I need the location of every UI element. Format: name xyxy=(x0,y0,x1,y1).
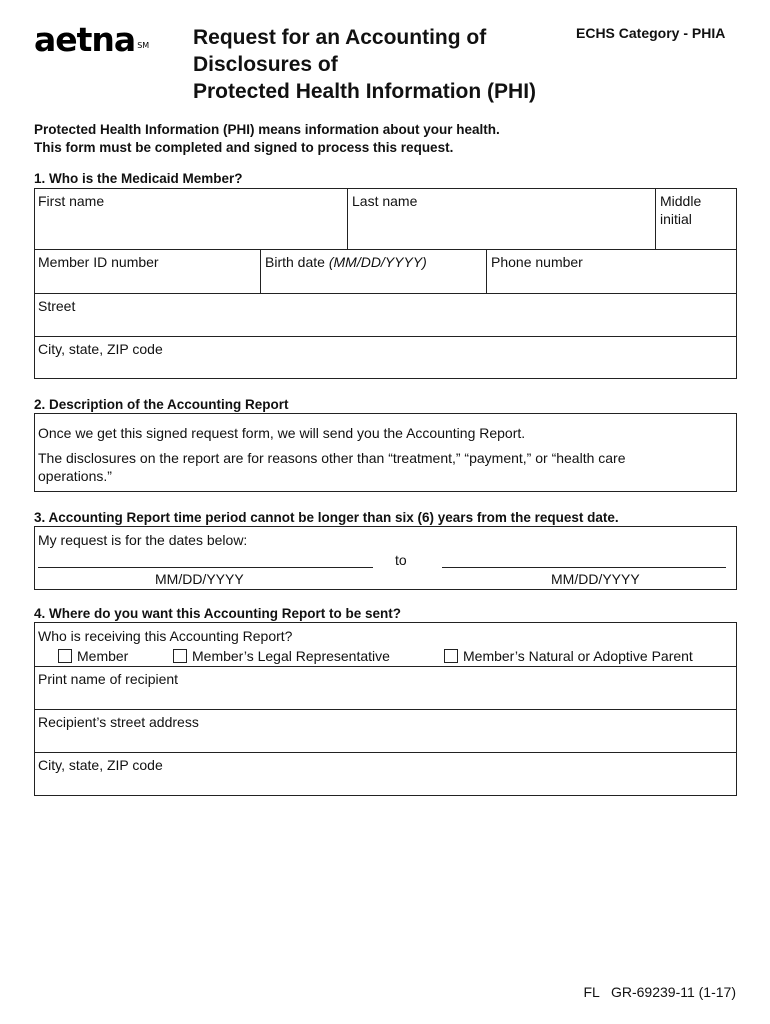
member-checkbox[interactable] xyxy=(58,649,72,663)
form-number: FL GR-69239-11 (1-17) xyxy=(583,984,736,1000)
first-name-label: First name xyxy=(38,193,105,209)
city-state-zip-label: City, state, ZIP code xyxy=(38,341,163,357)
member-id-label: Member ID number xyxy=(38,254,159,270)
description-para1: Once we get this signed request form, we will send you the Accounting Report. xyxy=(38,425,526,441)
phone-number-field[interactable] xyxy=(487,250,736,293)
legal-representative-checkbox[interactable] xyxy=(173,649,187,663)
member-id-field[interactable] xyxy=(34,250,260,293)
section3-title: 3. Accounting Report time period cannot be longer than six (6) years from the request date. xyxy=(34,510,619,525)
middle-initial-label: Middle xyxy=(660,193,702,209)
city-state-zip-field[interactable] xyxy=(34,337,736,378)
recipient-street-field[interactable] xyxy=(34,710,736,752)
last-name-field[interactable] xyxy=(348,189,655,249)
section4-title: 4. Where do you want this Accounting Report to be sent? xyxy=(34,606,402,621)
parent-checkbox[interactable] xyxy=(444,649,458,663)
intro-text: Protected Health Information (PHI) means information about your health. This form must be completed and signed to process this request. xyxy=(34,122,500,155)
recipient-question: Who is receiving this Accounting Report? xyxy=(38,628,293,644)
section1-title: 1. Who is the Medicaid Member? xyxy=(34,171,243,186)
start-date-format: MM/DD/YYYY xyxy=(155,571,244,587)
birth-date-label: Birth date xyxy=(265,254,329,270)
option-legal-representative[interactable]: Member’s Legal Representative xyxy=(173,647,390,665)
end-date-format: MM/DD/YYYY xyxy=(551,571,640,587)
section2-title: 2. Description of the Accounting Report xyxy=(34,397,289,412)
recipient-name-label: Print name of recipient xyxy=(38,671,179,687)
page-title: Request for an Accounting of Disclosures of Protected Health Information (PHI) xyxy=(193,26,537,103)
recipient-name-field[interactable] xyxy=(34,667,736,709)
recipient-city-field[interactable] xyxy=(34,753,736,795)
aetna-logo: aetna ℠ xyxy=(34,20,150,59)
first-name-field[interactable] xyxy=(34,189,347,249)
phone-number-label: Phone number xyxy=(491,254,583,270)
street-field[interactable] xyxy=(34,294,736,336)
category-label: ECHS Category - PHIA xyxy=(576,25,726,41)
middle-initial-field[interactable]: Middle initial xyxy=(656,189,736,249)
street-label: Street xyxy=(38,298,76,314)
description-para2: The disclosures on the report are for reasons other than “treatment,” “payment,” or “health care operations.” xyxy=(38,450,626,484)
recipient-street-label: Recipient’s street address xyxy=(38,714,199,730)
end-date-line[interactable] xyxy=(442,567,726,568)
request-dates-text: My request is for the dates below: xyxy=(38,532,248,548)
to-label: to xyxy=(395,552,407,568)
birth-date-field[interactable]: Birth date (MM/DD/YYYY) xyxy=(265,254,427,270)
option-parent[interactable]: Member’s Natural or Adoptive Parent xyxy=(444,647,693,665)
start-date-line[interactable] xyxy=(38,567,373,568)
last-name-label: Last name xyxy=(352,193,418,209)
recipient-city-label: City, state, ZIP code xyxy=(38,757,163,773)
option-member[interactable]: Member xyxy=(58,647,128,665)
